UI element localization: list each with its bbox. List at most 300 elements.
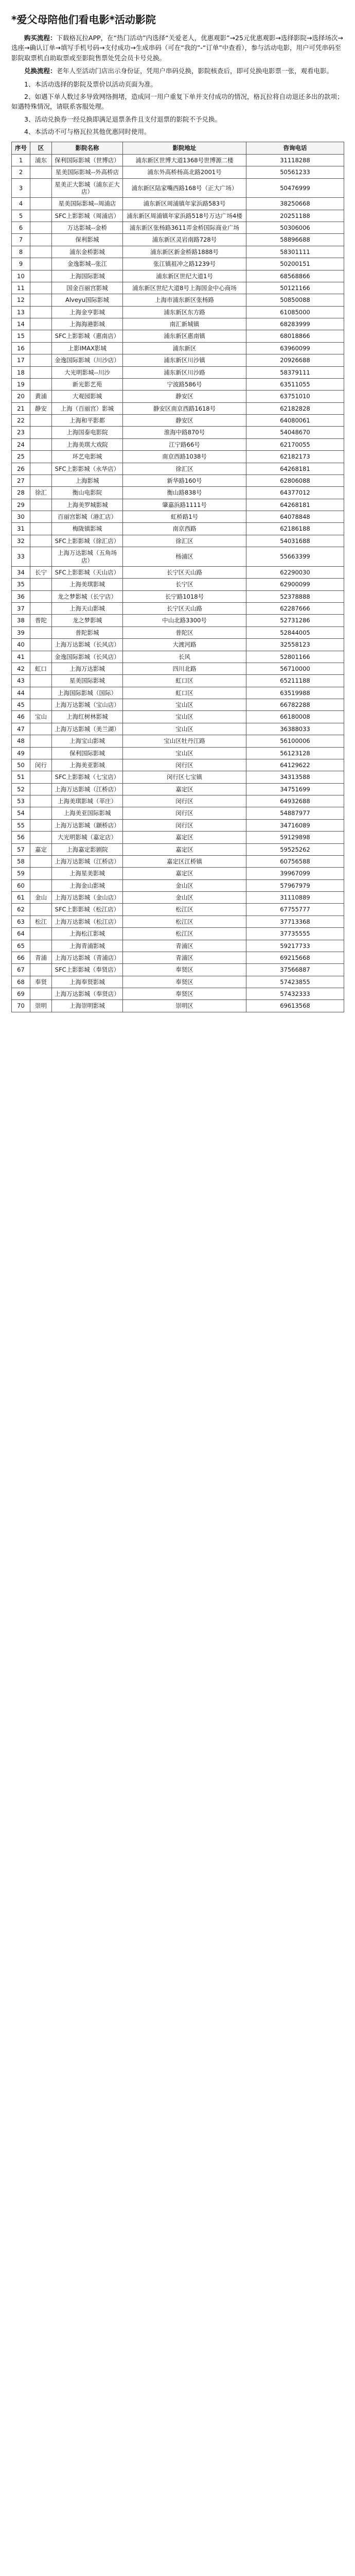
table-row [12, 566, 344, 578]
row-cinema-name: 上海万达影城（青浦店） [52, 952, 123, 963]
row-address: 松江区 [123, 904, 246, 916]
row-no: 16 [12, 342, 30, 354]
table-row [12, 178, 344, 198]
row-address: 宝山区 [123, 723, 246, 735]
row-address: 虹桥路1号 [123, 511, 246, 523]
row-address: 闵行区七宝镇 [123, 771, 246, 783]
row-district [30, 868, 52, 879]
row-cinema-name: 上海宝山影城 [52, 735, 123, 747]
row-phone: 64932688 [246, 795, 344, 807]
row-address: 宝山区 [123, 699, 246, 711]
row-cinema-name: 上海国际影城（国际） [52, 687, 123, 699]
row-cinema-name: 上海金山影城 [52, 879, 123, 891]
row-district: 闵行 [30, 759, 52, 771]
row-phone: 34313588 [246, 771, 344, 783]
row-phone: 20926688 [246, 354, 344, 366]
row-cinema-name: 上海万达影城（美兰湖） [52, 723, 123, 735]
table-row [12, 952, 344, 963]
table-row [12, 487, 344, 499]
document [0, 0, 355, 1012]
row-cinema-name: 上海万达影城（江桥店） [52, 783, 123, 795]
row-cinema-name: SFC上影影城（奉贤店） [52, 964, 123, 976]
table-row [12, 783, 344, 795]
buy-process [11, 33, 344, 63]
row-phone: 66782288 [246, 699, 344, 711]
row-cinema-name: 龙之梦影城 [52, 615, 123, 626]
row-address: 宝山区 [123, 747, 246, 759]
row-district [30, 178, 52, 198]
row-no: 52 [12, 783, 30, 795]
row-address: 奉贤区 [123, 988, 246, 1000]
row-cinema-name: 大光明影城--川沙 [52, 366, 123, 378]
row-address: 嘉定区 [123, 843, 246, 855]
row-phone: 37735555 [246, 928, 344, 940]
row-phone: 62287666 [246, 603, 344, 615]
table-row [12, 759, 344, 771]
row-no: 1 [12, 154, 30, 166]
row-district [30, 306, 52, 318]
row-no: 15 [12, 330, 30, 342]
row-phone: 63511055 [246, 378, 344, 390]
row-address: 浦东新区陆家嘴西路168号（正大广场） [123, 178, 246, 198]
row-no: 38 [12, 615, 30, 626]
row-cinema-name: 上海影城 [52, 474, 123, 486]
row-cinema-name: SFC上影影城（永华店） [52, 463, 123, 474]
row-cinema-name: 保利国际影城 [52, 747, 123, 759]
row-phone: 50200151 [246, 258, 344, 270]
table-row [12, 210, 344, 222]
row-cinema-name: 上海金亨影城 [52, 306, 123, 318]
table-row [12, 547, 344, 567]
row-address: 衡山路838号 [123, 487, 246, 499]
row-district: 黄浦 [30, 391, 52, 402]
table-row [12, 916, 344, 927]
table-row [12, 366, 344, 378]
row-cinema-name: 星美国际影城--周浦店 [52, 198, 123, 210]
row-district [30, 234, 52, 246]
row-address: 杨浦区 [123, 547, 246, 567]
table-row [12, 378, 344, 390]
table-row [12, 342, 344, 354]
row-district [30, 535, 52, 547]
row-address: 静安区南京西路1618号 [123, 402, 246, 414]
note-item: 3、活动兑换券一经兑换即满足退票条件且支付退票的影院不予兑换。 [24, 115, 221, 123]
row-phone: 62900099 [246, 579, 344, 590]
row-district [30, 771, 52, 783]
row-district [30, 783, 52, 795]
table-row [12, 354, 344, 366]
row-phone: 50121166 [246, 282, 344, 294]
row-cinema-name: 上海青浦影城 [52, 940, 123, 952]
row-phone: 62186188 [246, 523, 344, 535]
row-no: 49 [12, 747, 30, 759]
row-address: 长宁路1018号 [123, 590, 246, 602]
table-row [12, 964, 344, 976]
row-phone: 67755777 [246, 904, 344, 916]
row-cinema-name: 上海嘉定影剧院 [52, 843, 123, 855]
row-cinema-name: 大光明影城（嘉定店） [52, 832, 123, 843]
exchange-text: 老年人至活动门店出示身份证，凭用户串码兑换，影院核查后，即可兑换电影票一张，观看电影。 [56, 67, 333, 75]
row-cinema-name: 上海和平影都 [52, 415, 123, 427]
table-row [12, 427, 344, 438]
header-no: 序号 [12, 142, 30, 154]
row-address: 金山区 [123, 892, 246, 904]
row-district [30, 258, 52, 270]
row-no: 39 [12, 626, 30, 638]
row-district [30, 523, 52, 535]
table-row [12, 474, 344, 486]
row-phone: 54031688 [246, 535, 344, 547]
row-cinema-name: 上海松江影城 [52, 928, 123, 940]
row-phone: 64129622 [246, 759, 344, 771]
row-no: 41 [12, 651, 30, 663]
table-row [12, 747, 344, 759]
row-phone: 61085000 [246, 306, 344, 318]
row-district [30, 547, 52, 567]
row-address: 浦东新区世纪大道8号上海国金中心商场 [123, 282, 246, 294]
row-cinema-name: 上海美琪大戏院 [52, 438, 123, 450]
row-district [30, 807, 52, 819]
row-no: 59 [12, 868, 30, 879]
table-row [12, 868, 344, 879]
row-no: 70 [12, 1000, 30, 1012]
row-phone: 59129898 [246, 832, 344, 843]
table-row [12, 639, 344, 651]
row-address: 南京西路1038号 [123, 451, 246, 463]
row-no: 44 [12, 687, 30, 699]
table-row [12, 735, 344, 747]
table-row [12, 603, 344, 615]
row-address: 浦东新区惠南镇 [123, 330, 246, 342]
table-row [12, 234, 344, 246]
table-row [12, 282, 344, 294]
row-phone: 31110889 [246, 892, 344, 904]
row-district [30, 463, 52, 474]
note-item: 4、本活动不可与格瓦拉其他优惠同时使用。 [24, 128, 151, 135]
row-phone: 60756588 [246, 855, 344, 867]
row-no: 45 [12, 699, 30, 711]
row-cinema-name: 星美正大影城（浦东正大店） [52, 178, 123, 198]
row-phone: 38250668 [246, 198, 344, 210]
table-row [12, 904, 344, 916]
row-no: 48 [12, 735, 30, 747]
row-phone: 57967979 [246, 879, 344, 891]
note-item: 1、本活动选择的影院及票价以活动页面为准。 [24, 80, 157, 88]
row-district [30, 904, 52, 916]
row-address: 南京西路 [123, 523, 246, 535]
table-row [12, 1000, 344, 1012]
table-body [12, 154, 344, 1012]
table-row [12, 675, 344, 687]
row-district [30, 282, 52, 294]
row-district [30, 795, 52, 807]
row-cinema-name: 上海美亚国际影城 [52, 807, 123, 819]
row-district [30, 723, 52, 735]
row-no: 25 [12, 451, 30, 463]
row-address: 青浦区 [123, 940, 246, 952]
row-district [30, 366, 52, 378]
row-address: 浦东新区周浦镇年家浜路583号 [123, 198, 246, 210]
row-no: 31 [12, 523, 30, 535]
row-no: 42 [12, 663, 30, 674]
table-row [12, 330, 344, 342]
row-no: 56 [12, 832, 30, 843]
row-phone: 52378888 [246, 590, 344, 602]
row-address: 浦东新区 [123, 342, 246, 354]
row-cinema-name: 上海万达影城（松江店） [52, 916, 123, 927]
row-cinema-name: 大观园影城 [52, 391, 123, 402]
row-no: 22 [12, 415, 30, 427]
row-no: 4 [12, 198, 30, 210]
row-phone: 63519988 [246, 687, 344, 699]
row-no: 19 [12, 378, 30, 390]
intro-section [11, 33, 344, 76]
table-row [12, 940, 344, 952]
exchange-process [11, 66, 344, 76]
row-phone: 58301111 [246, 246, 344, 258]
row-cinema-name: 衡山电影院 [52, 487, 123, 499]
header-district: 区 [30, 142, 52, 154]
row-no: 3 [12, 178, 30, 198]
row-address: 上海市浦东新区张杨路 [123, 294, 246, 306]
row-phone: 58379111 [246, 366, 344, 378]
row-district: 青浦 [30, 952, 52, 963]
row-phone: 59217733 [246, 940, 344, 952]
row-phone: 34716089 [246, 819, 344, 831]
row-cinema-name: 上海国泰电影院 [52, 427, 123, 438]
row-phone: 59525262 [246, 843, 344, 855]
row-address: 宝山区牡丹江路 [123, 735, 246, 747]
table-row [12, 843, 344, 855]
row-phone: 37713368 [246, 916, 344, 927]
row-cinema-name: 上海奉贤影城 [52, 976, 123, 988]
row-no: 20 [12, 391, 30, 402]
row-address: 浦东新区世纪大道1号 [123, 270, 246, 282]
table-row [12, 976, 344, 988]
row-no: 34 [12, 566, 30, 578]
row-district: 静安 [30, 402, 52, 414]
table-row [12, 687, 344, 699]
row-address: 大渡河路 [123, 639, 246, 651]
row-address: 长风 [123, 651, 246, 663]
row-address: 闵行区 [123, 819, 246, 831]
row-phone: 37566887 [246, 964, 344, 976]
row-district [30, 166, 52, 178]
row-district: 虹口 [30, 663, 52, 674]
row-address: 浦东新区世博大道1368号世博源二楼 [123, 154, 246, 166]
row-no: 35 [12, 579, 30, 590]
row-district: 徐汇 [30, 487, 52, 499]
row-cinema-name: 保利影城 [52, 234, 123, 246]
row-phone: 63751010 [246, 391, 344, 402]
row-district: 奉贤 [30, 976, 52, 988]
row-cinema-name: 保利国际影城（世博店） [52, 154, 123, 166]
table-row [12, 511, 344, 523]
row-phone: 57432333 [246, 988, 344, 1000]
row-phone: 65211188 [246, 675, 344, 687]
row-cinema-name: SFC上影影城（天山店） [52, 566, 123, 578]
row-phone: 50850088 [246, 294, 344, 306]
row-no: 11 [12, 282, 30, 294]
row-no: 54 [12, 807, 30, 819]
row-cinema-name: 普陀影城 [52, 626, 123, 638]
row-phone: 56123128 [246, 747, 344, 759]
row-cinema-name: Alveyu国际影城 [52, 294, 123, 306]
table-row [12, 270, 344, 282]
table-row [12, 415, 344, 427]
row-phone: 20251188 [246, 210, 344, 222]
row-cinema-name: 上海万达影城（长风店） [52, 639, 123, 651]
row-district [30, 210, 52, 222]
row-cinema-name: 上海天山影城 [52, 603, 123, 615]
table-row [12, 723, 344, 735]
row-address: 淮海中路870号 [123, 427, 246, 438]
row-phone: 54048670 [246, 427, 344, 438]
row-cinema-name: 上影IMAX影城 [52, 342, 123, 354]
table-row [12, 451, 344, 463]
row-phone: 52844005 [246, 626, 344, 638]
row-district [30, 222, 52, 234]
table-row [12, 198, 344, 210]
row-cinema-name: 上海万达影城（奉贤店） [52, 988, 123, 1000]
row-no: 69 [12, 988, 30, 1000]
table-row [12, 438, 344, 450]
table-row [12, 318, 344, 330]
row-cinema-name: SFC上影影城（周浦店） [52, 210, 123, 222]
row-district [30, 964, 52, 976]
row-address: 奉贤区 [123, 976, 246, 988]
row-phone: 56100006 [246, 735, 344, 747]
row-phone: 64268181 [246, 463, 344, 474]
row-cinema-name: SFC上影影城（松江店） [52, 904, 123, 916]
row-cinema-name: 金逸国际影城（长风店） [52, 651, 123, 663]
table-row [12, 306, 344, 318]
row-no: 62 [12, 904, 30, 916]
table-row [12, 928, 344, 940]
row-phone: 52731286 [246, 615, 344, 626]
table-row [12, 166, 344, 178]
table-row [12, 892, 344, 904]
row-phone: 64268181 [246, 499, 344, 511]
row-no: 67 [12, 964, 30, 976]
row-district [30, 354, 52, 366]
row-district: 长宁 [30, 566, 52, 578]
row-district [30, 879, 52, 891]
row-cinema-name: 上海美亚影城 [52, 759, 123, 771]
table-row [12, 879, 344, 891]
row-phone: 57423855 [246, 976, 344, 988]
row-phone: 55663399 [246, 547, 344, 567]
table-row [12, 463, 344, 474]
row-no: 50 [12, 759, 30, 771]
row-no: 21 [12, 402, 30, 414]
row-district [30, 699, 52, 711]
table-row [12, 651, 344, 663]
row-cinema-name: 星美国际影城--外高桥店 [52, 166, 123, 178]
row-address: 浦东外高桥杨高北路2001号 [123, 166, 246, 178]
row-no: 28 [12, 487, 30, 499]
row-address: 肇嘉浜路1111号 [123, 499, 246, 511]
row-phone: 62182173 [246, 451, 344, 463]
row-address: 浦东新区张杨路3611弄金桥国际商业广场 [123, 222, 246, 234]
row-address: 嘉定区江桥镇 [123, 855, 246, 867]
row-cinema-name: 金逸国际影城（川沙店） [52, 354, 123, 366]
row-no: 8 [12, 246, 30, 258]
row-address: 嘉定区 [123, 868, 246, 879]
row-address: 浦东新区周浦镇年家浜路518号万达广场4楼 [123, 210, 246, 222]
row-district [30, 579, 52, 590]
row-phone: 36388033 [246, 723, 344, 735]
row-no: 33 [12, 547, 30, 567]
row-district [30, 747, 52, 759]
row-address: 长宁区 [123, 579, 246, 590]
row-cinema-name: 上海海港影城 [52, 318, 123, 330]
row-address: 嘉定区 [123, 783, 246, 795]
exchange-label: 兑换流程： [24, 67, 57, 75]
table-row [12, 535, 344, 547]
row-no: 18 [12, 366, 30, 378]
row-cinema-name: 上海美琪影城 [52, 579, 123, 590]
row-district [30, 427, 52, 438]
row-cinema-name: SFC上影影城（惠南店） [52, 330, 123, 342]
row-address: 四川北路 [123, 663, 246, 674]
row-no: 5 [12, 210, 30, 222]
row-phone: 54887977 [246, 807, 344, 819]
row-cinema-name: 上海崇明影城 [52, 1000, 123, 1012]
row-no: 66 [12, 952, 30, 963]
row-phone: 68283999 [246, 318, 344, 330]
row-address: 闵行区 [123, 759, 246, 771]
row-no: 40 [12, 639, 30, 651]
row-district [30, 198, 52, 210]
table-row [12, 615, 344, 626]
row-address: 浦东新区东方路 [123, 306, 246, 318]
row-district [30, 675, 52, 687]
row-no: 32 [12, 535, 30, 547]
row-address: 徐汇区 [123, 535, 246, 547]
row-phone: 62290030 [246, 566, 344, 578]
row-address: 虹口区 [123, 687, 246, 699]
row-address: 浦东新区川沙路 [123, 366, 246, 378]
row-district: 松江 [30, 916, 52, 927]
row-cinema-name: 上海万达影城 [52, 663, 123, 674]
table-row [12, 590, 344, 602]
table-row [12, 699, 344, 711]
table-header-row [12, 142, 344, 154]
table-row [12, 294, 344, 306]
row-no: 47 [12, 723, 30, 735]
row-address: 长宁区天山路 [123, 566, 246, 578]
row-no: 68 [12, 976, 30, 988]
row-address: 松江区 [123, 916, 246, 927]
row-cinema-name: 星美国际影城 [52, 675, 123, 687]
row-phone: 32558123 [246, 639, 344, 651]
row-phone: 58896688 [246, 234, 344, 246]
row-cinema-name: 上海万达影城（五角场店） [52, 547, 123, 567]
note-item: 2、如遇下单人数过多导致网络拥堵，造成同一用户重复下单并支付成功的情况，格瓦拉将自动退还多出的款项；如遇特殊情况，请联系客服处理。 [11, 92, 344, 111]
row-cinema-name: 上海万达影城（江桥店） [52, 855, 123, 867]
row-cinema-name: 国金百丽宫影城 [52, 282, 123, 294]
row-no: 17 [12, 354, 30, 366]
row-address: 虹口区 [123, 675, 246, 687]
row-cinema-name: 浦东金桥影城 [52, 246, 123, 258]
row-address: 青浦区 [123, 952, 246, 963]
table-row [12, 402, 344, 414]
row-cinema-name: 上海红树林影城 [52, 711, 123, 723]
row-no: 58 [12, 855, 30, 867]
cinema-table [11, 142, 344, 1012]
row-no: 65 [12, 940, 30, 952]
